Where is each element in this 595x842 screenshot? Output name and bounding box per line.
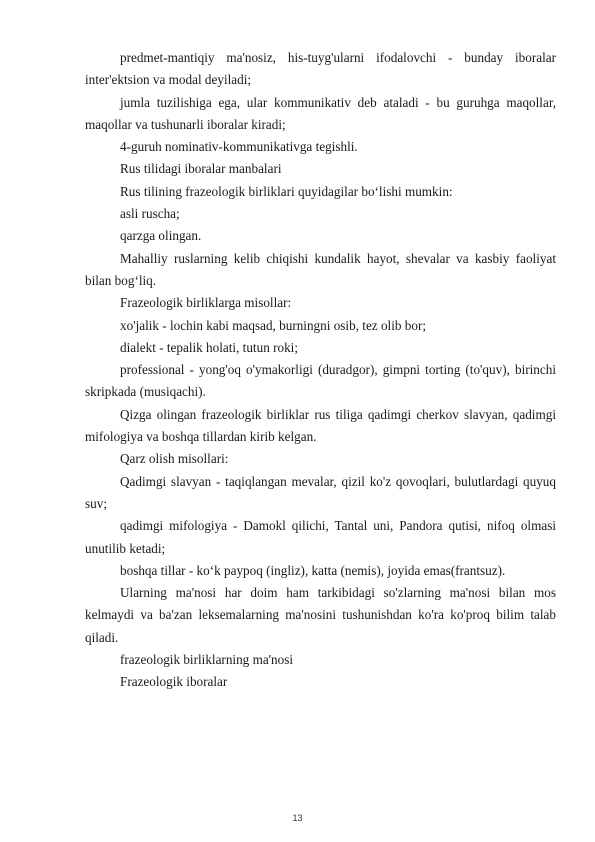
page-number: 13	[292, 813, 303, 823]
paragraph: Frazeologik iboralar	[120, 674, 228, 690]
paragraph: professional - yong'oq o'ymakorligi (duradgor), gimpni torting (to'quv), birinchi skripkada (musiqachi).	[85, 362, 556, 400]
paragraph: Ularning ma'nosi har doim ham tarkibidagi so'zlarning ma'nosi bilan mos kelmaydi va ba'zan leksemalarning ma'nosini tushunishdan ko'ra ko'proq bilim talab qiladi.	[85, 585, 556, 645]
paragraph: Frazeologik birliklarga misollar:	[120, 295, 292, 311]
paragraph: Qizga olingan frazeologik birliklar rus tiliga qadimgi cherkov slavyan, qadimgi mifologiya va boshqa tillardan kirib kelgan.	[85, 406, 556, 445]
paragraph: jumla tuzilishiga ega, ular kommunikativ deb ataladi - bu guruhga maqollar, maqollar va tushunarli iboralar kiradi;	[85, 94, 556, 132]
paragraph: qadimgi mifologiya - Damokl qilichi, Tantal uni, Pandora qutisi, nifoq olmasi unutilib ketadi;	[85, 518, 556, 556]
paragraph: boshqa tillar - ko‘k paypoq (ingliz), katta (nemis), joyida emas(frantsuz).	[120, 562, 506, 578]
paragraph: Qadimgi slavyan - taqiqlangan mevalar, qizil ko'z qovoqlari, bulutlardagi quyuq suv;	[85, 473, 556, 511]
paragraph: predmet-mantiqiy ma'nosiz, his-tuyg'ularni ifodalovchi - bunday iboralar inter'ektsion va modal deyiladi;	[85, 50, 556, 88]
text-body	[85, 47, 556, 694]
paragraph: Mahalliy ruslarning kelib chiqishi kundalik hayot, shevalar va kasbiy faoliyat bilan bog‘liq.	[85, 250, 556, 288]
paragraph: 4-guruh nominativ-kommunikativga tegishli.	[120, 139, 358, 155]
paragraph: asli ruscha;	[120, 206, 180, 222]
paragraph: Rus tilining frazeologik birliklari quyidagilar bo‘lishi mumkin:	[120, 183, 453, 199]
paragraph: qarzga olingan.	[120, 228, 202, 244]
paragraph: frazeologik birliklarning ma'nosi	[120, 652, 294, 668]
paragraph: dialekt - tepalik holati, tutun roki;	[120, 339, 298, 355]
paragraph: Rus tilidagi iboralar manbalari	[120, 161, 282, 177]
paragraph: xo'jalik - lochin kabi maqsad, burningni osib, tez olib bor;	[120, 317, 427, 333]
paragraph: Qarz olish misollari:	[120, 451, 229, 467]
